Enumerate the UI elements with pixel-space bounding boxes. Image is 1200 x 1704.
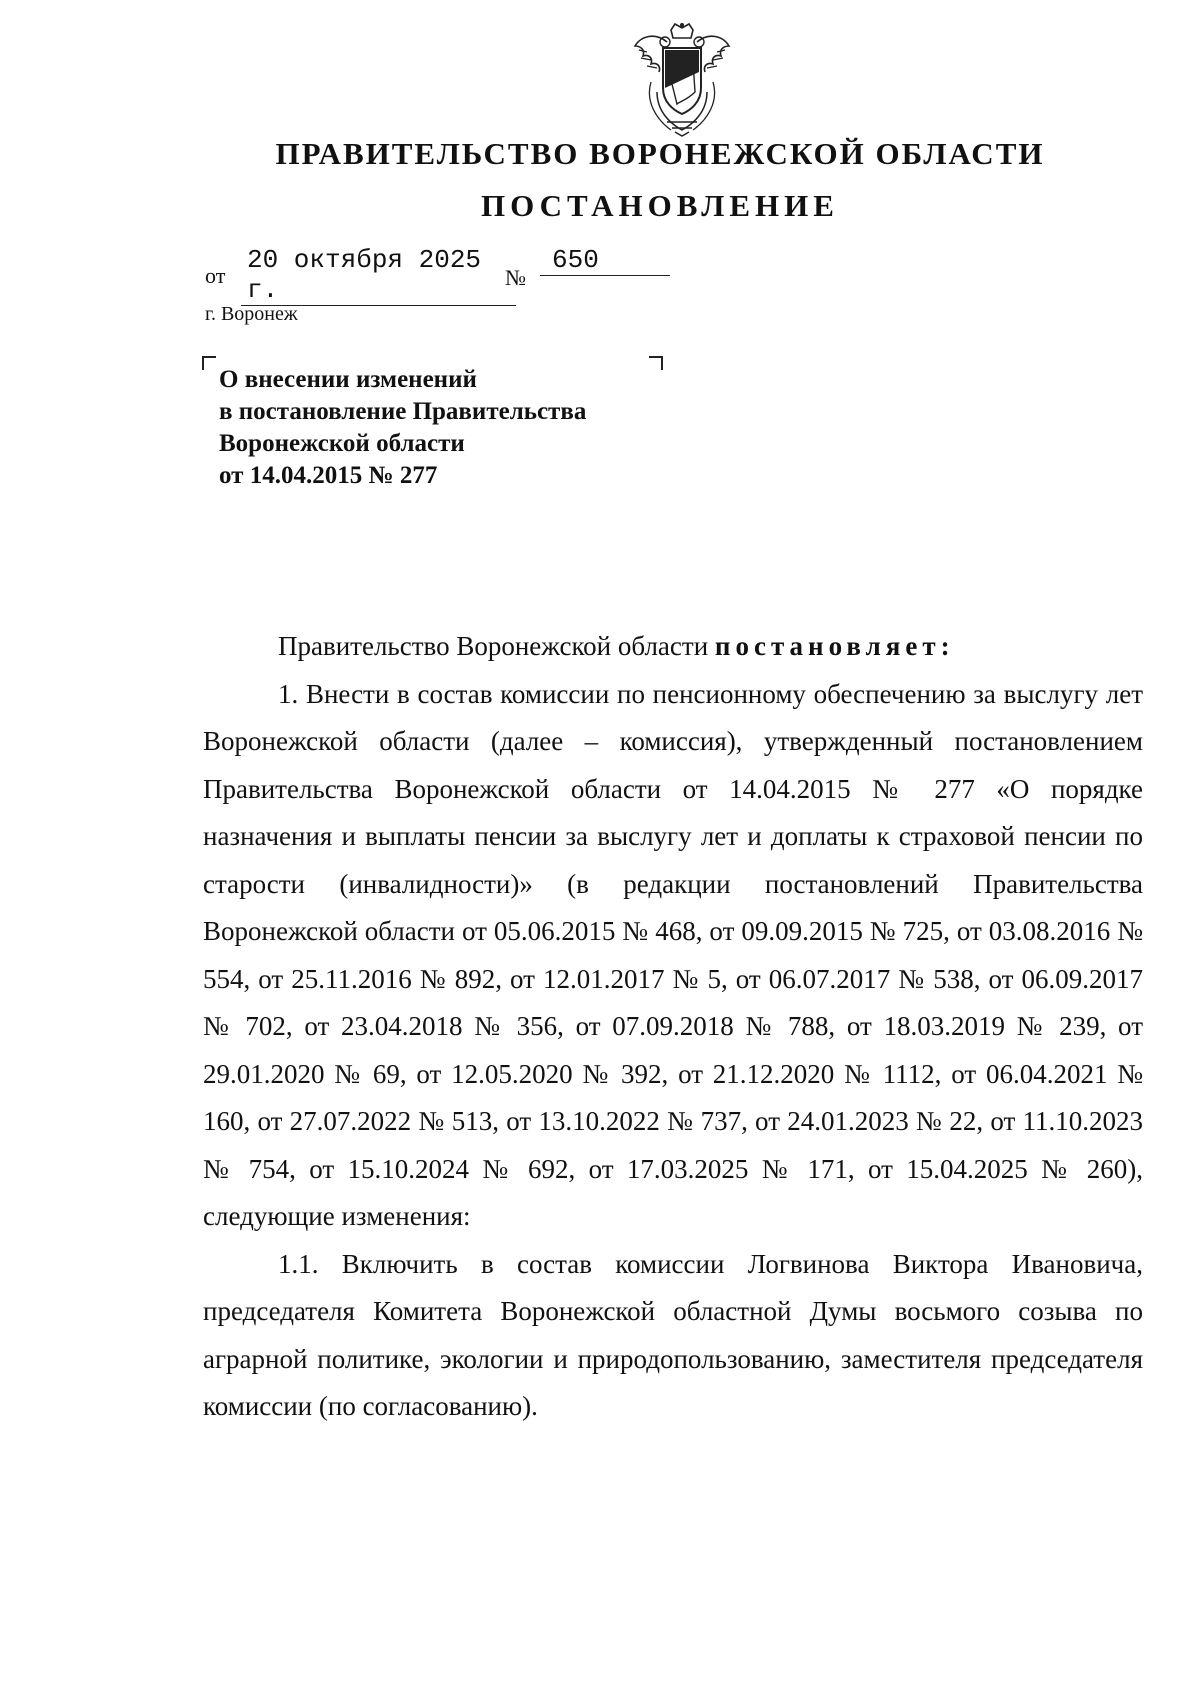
- subject-line: О внесении изменений: [219, 366, 477, 393]
- document-body: [203, 623, 1143, 1431]
- intro-paragraph: [203, 623, 1143, 671]
- intro-text: Правительство Воронежской области: [278, 631, 709, 661]
- coat-of-arms-icon: [627, 22, 737, 137]
- city: г. Воронеж: [205, 303, 298, 325]
- document-date: 20 октября 2025 г.: [241, 245, 516, 306]
- subject-bracket-right: [649, 356, 663, 370]
- paragraph-1: 1. Внести в состав комиссии по пенсионному обеспечению за выслугу лет Воронежской области (далее – комиссия), утвержденный постановлением Правительства Воронежской области от 14.04.2015 № 277 «О порядке назначения и выплаты пенсии за выслугу лет и доплаты к страховой пенсии по старости (инвалидности)» (в редакции постановлений Правительства Воронежской области от 05.06.2015 № 468, от 09.09.2015 № 725, от 03.08.2016 № 554, от 25.11.2016 № 892, от 12.01.2017 № 5, от 06.07.2017 № 538, от 06.09.2017 № 702, от 23.04.2018 № 356, от 07.09.2018 № 788, от 18.03.2019 № 239, от 29.01.2020 № 69, от 12.05.2020 № 392, от 21.12.2020 № 1112, от 06.04.2021 № 160, от 27.07.2022 № 513, от 13.10.2022 № 737, от 24.01.2023 № 22, от 11.10.2023 № 754, от 15.10.2024 № 692, от 17.03.2025 № 171, от 15.04.2025 № 260), следующие изменения:: [203, 678, 1143, 1231]
- subject-bracket-left: [202, 356, 216, 370]
- number-label: №: [505, 265, 526, 290]
- document-number: 650: [540, 245, 670, 276]
- document-type: ПОСТАНОВЛЕНИЕ: [481, 188, 839, 223]
- intro-resolves: постановляет:: [714, 631, 955, 661]
- date-number-line: [205, 245, 685, 305]
- subject-line: Воронежской области: [219, 430, 465, 457]
- organization-title: ПРАВИТЕЛЬСТВО ВОРОНЕЖСКОЙ ОБЛАСТИ: [275, 136, 1045, 171]
- document-subject: [219, 364, 586, 492]
- subject-line: от 14.04.2015 № 277: [219, 462, 438, 489]
- subject-line: в постановление Правительства: [219, 398, 587, 425]
- paragraph-1-1: 1.1. Включить в состав комиссии Логвинова Виктора Ивановича, председателя Комитета Воронежской областной Думы восьмого созыва по аграрной политике, экологии и природопользованию, заместителя председателя комиссии (по согласованию).: [203, 1248, 1143, 1421]
- date-prefix: от: [205, 263, 226, 288]
